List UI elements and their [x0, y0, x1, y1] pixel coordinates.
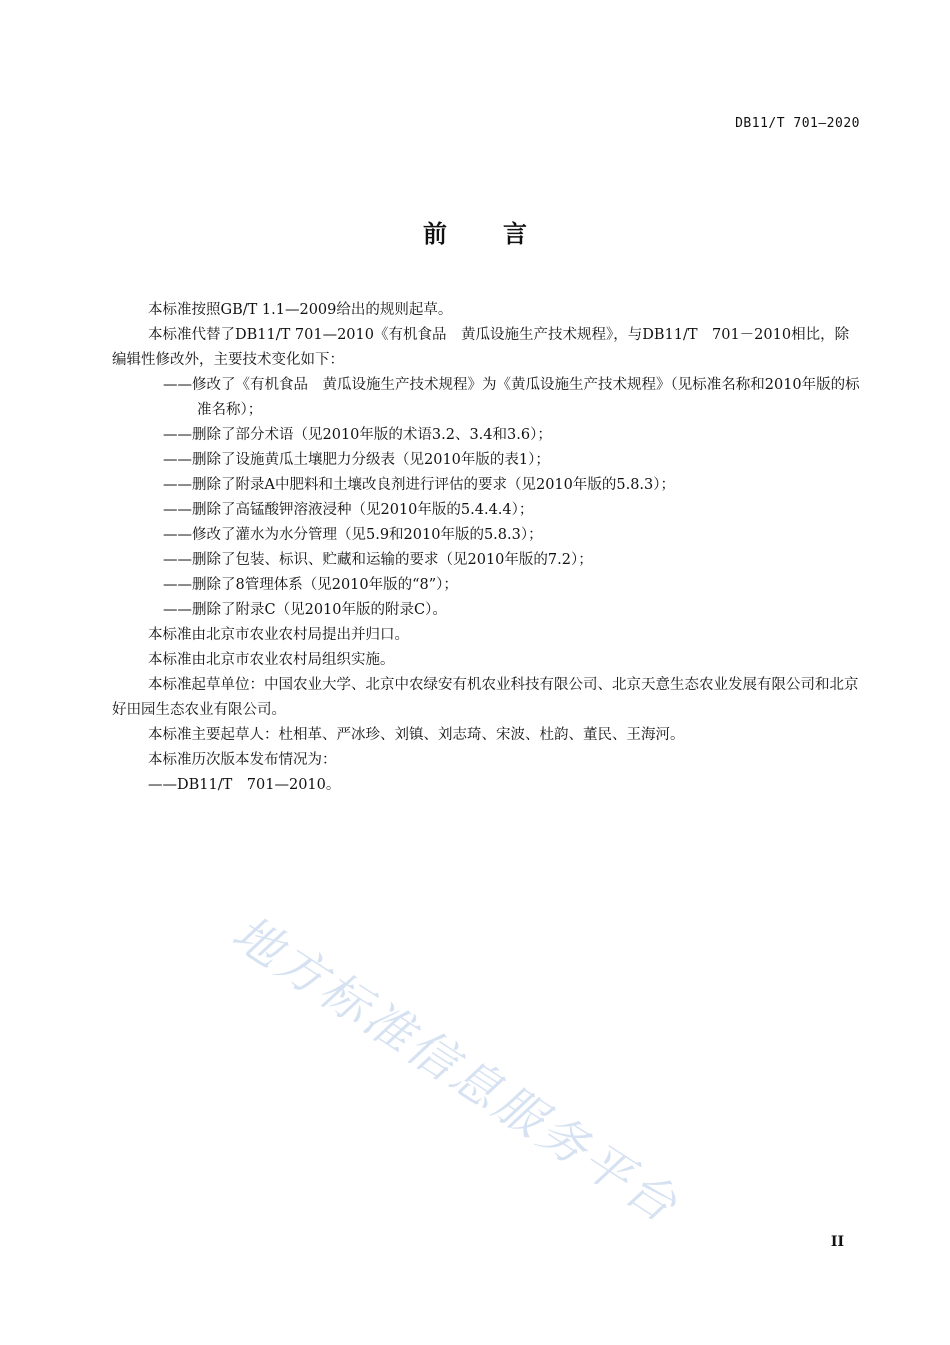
change-item: ——修改了《有机食品 黄瓜设施生产技术规程》为《黄瓜设施生产技术规程》（见标准名称和2010年版的标准名称）； — [163, 377, 860, 418]
change-item: ——删除了8管理体系（见2010年版的“8”）； — [163, 577, 458, 593]
change-item: ——删除了设施黄瓜土壤肥力分级表（见2010年版的表1）； — [163, 452, 550, 468]
standard-code: DB11/T 701—2020 — [735, 116, 860, 131]
page-number: II — [830, 1234, 844, 1250]
paragraph-drafting-units: 本标准起草单位：中国农业大学、北京中农绿安有机农业科技有限公司、北京天意生态农业发展有限公司和北京好田园生态农业有限公司。 — [112, 677, 859, 718]
change-item: ——删除了附录C（见2010年版的附录C）。 — [163, 602, 447, 618]
change-item: ——删除了附录A中肥料和土壤改良剂进行评估的要求（见2010年版的5.8.3）； — [163, 477, 676, 493]
paragraph-history-intro: 本标准历次版本发布情况为： — [148, 752, 337, 768]
paragraph-replacement: 本标准代替了DB11/T 701—2010《有机食品 黄瓜设施生产技术规程》，与DB11/T 701－2010相比，除编辑性修改外，主要技术变化如下： — [112, 327, 850, 368]
change-item: ——删除了包装、标识、贮藏和运输的要求（见2010年版的7.2）； — [163, 552, 593, 568]
paragraph-proposer: 本标准由北京市农业农村局提出并归口。 — [148, 627, 409, 643]
paragraph-implementer: 本标准由北京市农业农村局组织实施。 — [148, 652, 395, 668]
paragraph-drafting-rules: 本标准按照GB/T 1.1—2009给出的规则起草。 — [148, 302, 453, 318]
watermark: 地方标准信息服务平台 — [222, 904, 689, 1235]
change-item: ——删除了部分术语（见2010年版的术语3.2、3.4和3.6）； — [163, 427, 552, 443]
foreword-body — [112, 298, 862, 798]
history-item: ——DB11/T 701—2010。 — [148, 777, 341, 793]
change-item: ——修改了灌水为水分管理（见5.9和2010年版的5.8.3）； — [163, 527, 543, 543]
change-item: ——删除了高锰酸钾溶液浸种（见2010年版的5.4.4.4）； — [163, 502, 534, 518]
paragraph-drafters: 本标准主要起草人：杜相革、严冰珍、刘镇、刘志琦、宋波、杜韵、董民、王海河。 — [148, 727, 685, 743]
page-title: 前言 — [423, 220, 583, 248]
